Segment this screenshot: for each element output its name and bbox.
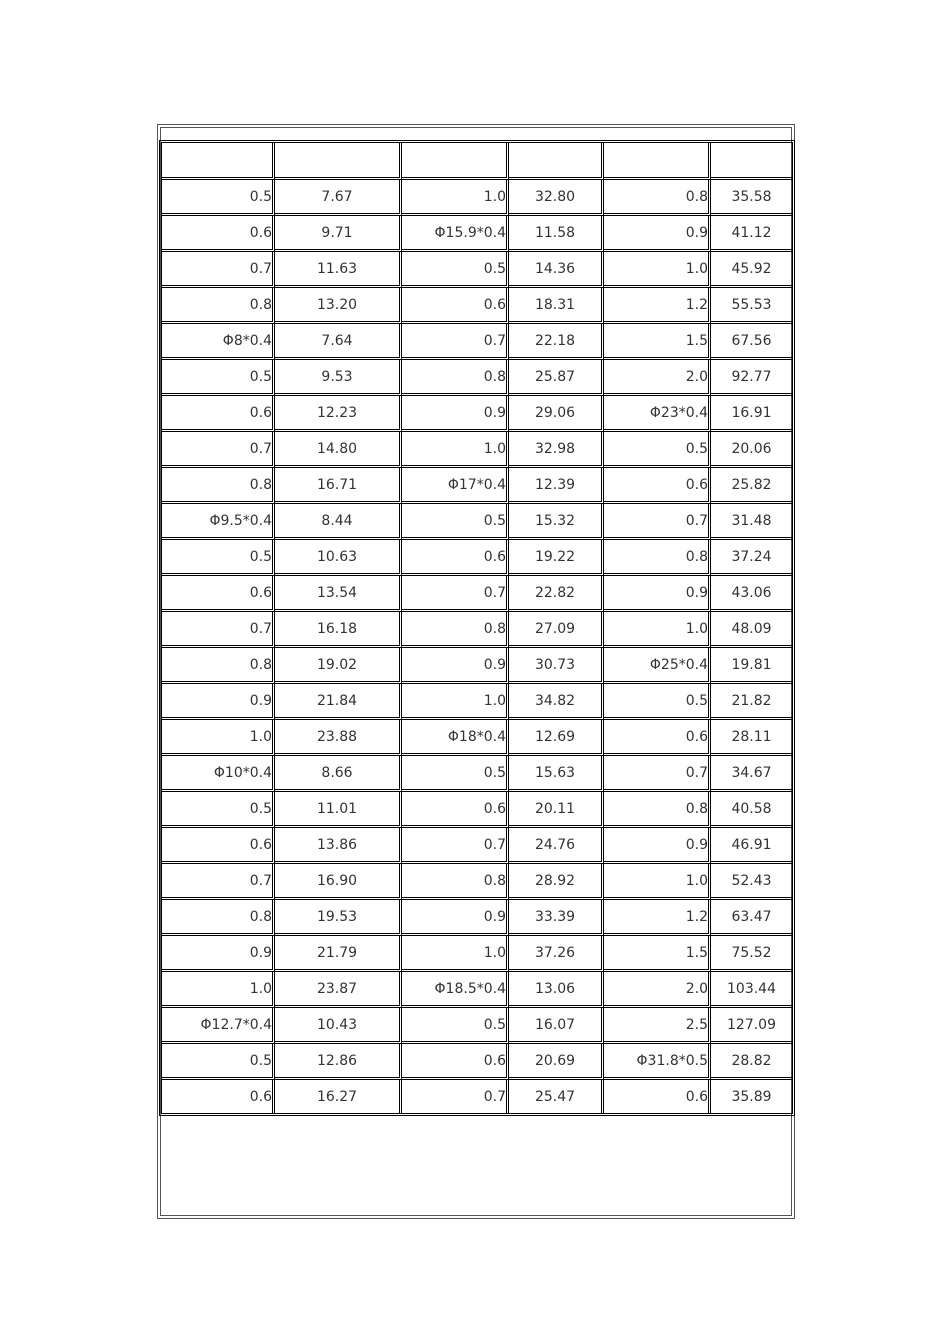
spec-cell: 0.5 bbox=[162, 540, 275, 576]
price-cell: 14.36 bbox=[509, 252, 604, 288]
spec-cell: 0.7 bbox=[402, 1080, 509, 1113]
spec-cell: Φ18.5*0.4 bbox=[402, 972, 509, 1008]
price-cell: 43.06 bbox=[711, 576, 792, 612]
spec-cell: 0.6 bbox=[402, 540, 509, 576]
table-row bbox=[162, 936, 792, 972]
spec-cell: 0.9 bbox=[402, 900, 509, 936]
spec-cell: 0.8 bbox=[162, 288, 275, 324]
price-cell: 22.18 bbox=[509, 324, 604, 360]
price-cell: 34.82 bbox=[509, 684, 604, 720]
spec-cell: 2.0 bbox=[604, 972, 711, 1008]
table-row bbox=[162, 540, 792, 576]
spec-cell: 0.6 bbox=[604, 468, 711, 504]
price-cell: 16.71 bbox=[275, 468, 402, 504]
table-row bbox=[162, 468, 792, 504]
price-cell: 28.82 bbox=[711, 1044, 792, 1080]
spec-cell: 0.5 bbox=[402, 1008, 509, 1044]
table-row bbox=[162, 684, 792, 720]
price-cell: 13.86 bbox=[275, 828, 402, 864]
spec-cell: 0.5 bbox=[402, 252, 509, 288]
header-cell bbox=[402, 143, 509, 180]
price-cell: 21.84 bbox=[275, 684, 402, 720]
price-cell: 25.87 bbox=[509, 360, 604, 396]
table-row bbox=[162, 828, 792, 864]
price-cell: 63.47 bbox=[711, 900, 792, 936]
price-cell: 92.77 bbox=[711, 360, 792, 396]
price-cell: 25.47 bbox=[509, 1080, 604, 1113]
price-cell: 20.69 bbox=[509, 1044, 604, 1080]
price-cell: 20.11 bbox=[509, 792, 604, 828]
price-cell: 18.31 bbox=[509, 288, 604, 324]
header-cell bbox=[604, 143, 711, 180]
price-cell: 20.06 bbox=[711, 432, 792, 468]
table-row bbox=[162, 792, 792, 828]
header-cell bbox=[162, 143, 275, 180]
table-row bbox=[162, 612, 792, 648]
spec-cell: 0.8 bbox=[402, 360, 509, 396]
spec-cell: 1.0 bbox=[402, 432, 509, 468]
table-row bbox=[162, 1008, 792, 1044]
price-cell: 45.92 bbox=[711, 252, 792, 288]
price-cell: 12.86 bbox=[275, 1044, 402, 1080]
spec-cell: 0.9 bbox=[162, 936, 275, 972]
spec-cell: 0.5 bbox=[162, 360, 275, 396]
price-cell: 12.23 bbox=[275, 396, 402, 432]
spec-cell: 1.0 bbox=[604, 612, 711, 648]
price-cell: 30.73 bbox=[509, 648, 604, 684]
table-row bbox=[162, 756, 792, 792]
price-cell: 37.26 bbox=[509, 936, 604, 972]
spec-cell: 0.5 bbox=[162, 792, 275, 828]
spec-cell: 1.5 bbox=[604, 324, 711, 360]
spec-cell: 0.8 bbox=[604, 792, 711, 828]
spec-cell: 0.7 bbox=[402, 828, 509, 864]
table-row bbox=[162, 216, 792, 252]
price-cell: 22.82 bbox=[509, 576, 604, 612]
price-cell: 12.39 bbox=[509, 468, 604, 504]
price-cell: 37.24 bbox=[711, 540, 792, 576]
price-cell: 32.98 bbox=[509, 432, 604, 468]
price-cell: 11.63 bbox=[275, 252, 402, 288]
spec-cell: 0.7 bbox=[162, 612, 275, 648]
price-cell: 28.11 bbox=[711, 720, 792, 756]
price-cell: 31.48 bbox=[711, 504, 792, 540]
spec-cell: Φ15.9*0.4 bbox=[402, 216, 509, 252]
spec-cell: 0.7 bbox=[162, 864, 275, 900]
spec-cell: 0.9 bbox=[402, 396, 509, 432]
price-cell: 29.06 bbox=[509, 396, 604, 432]
table-row bbox=[162, 864, 792, 900]
price-cell: 13.20 bbox=[275, 288, 402, 324]
price-cell: 34.67 bbox=[711, 756, 792, 792]
spec-cell: 0.7 bbox=[162, 432, 275, 468]
spec-cell: 0.7 bbox=[402, 324, 509, 360]
table-row bbox=[162, 720, 792, 756]
spec-cell: 0.9 bbox=[162, 684, 275, 720]
spec-cell: Φ8*0.4 bbox=[162, 324, 275, 360]
table-row bbox=[162, 396, 792, 432]
price-cell: 40.58 bbox=[711, 792, 792, 828]
spec-cell: 1.0 bbox=[402, 180, 509, 216]
spec-cell: Φ25*0.4 bbox=[604, 648, 711, 684]
table-row bbox=[162, 900, 792, 936]
price-cell: 67.56 bbox=[711, 324, 792, 360]
header-cell bbox=[509, 143, 604, 180]
spec-cell: 0.6 bbox=[162, 828, 275, 864]
price-cell: 15.63 bbox=[509, 756, 604, 792]
price-cell: 14.80 bbox=[275, 432, 402, 468]
price-cell: 7.67 bbox=[275, 180, 402, 216]
price-cell: 11.58 bbox=[509, 216, 604, 252]
price-cell: 10.63 bbox=[275, 540, 402, 576]
price-cell: 9.53 bbox=[275, 360, 402, 396]
price-cell: 35.89 bbox=[731, 1088, 772, 1105]
spec-cell: 0.7 bbox=[162, 252, 275, 288]
spec-cell: 0.6 bbox=[162, 576, 275, 612]
spec-cell: 0.6 bbox=[604, 720, 711, 756]
spec-cell: Φ12.7*0.4 bbox=[162, 1008, 275, 1044]
price-cell: 19.53 bbox=[275, 900, 402, 936]
price-cell: 41.12 bbox=[711, 216, 792, 252]
price-cell: 7.64 bbox=[275, 324, 402, 360]
table-row bbox=[162, 432, 792, 468]
price-cell: 12.69 bbox=[509, 720, 604, 756]
spec-cell: 1.0 bbox=[604, 864, 711, 900]
spec-cell: 0.6 bbox=[162, 216, 275, 252]
price-cell: 32.80 bbox=[509, 180, 604, 216]
spec-cell: 0.9 bbox=[604, 576, 711, 612]
price-cell: 16.18 bbox=[275, 612, 402, 648]
spec-cell: Φ23*0.4 bbox=[604, 396, 711, 432]
spec-cell: 0.8 bbox=[162, 468, 275, 504]
spec-cell: 0.8 bbox=[162, 900, 275, 936]
table-row bbox=[162, 972, 792, 1008]
price-cell: 13.06 bbox=[509, 972, 604, 1008]
header-cell bbox=[711, 143, 792, 180]
table-row bbox=[162, 576, 792, 612]
price-cell: 19.22 bbox=[509, 540, 604, 576]
table-row bbox=[162, 252, 792, 288]
price-cell: 15.32 bbox=[509, 504, 604, 540]
table-row bbox=[162, 360, 792, 396]
price-cell: 16.07 bbox=[509, 1008, 604, 1044]
price-cell: 24.76 bbox=[509, 828, 604, 864]
spec-cell: 0.6 bbox=[604, 1080, 711, 1113]
spec-cell: Φ17*0.4 bbox=[402, 468, 509, 504]
spec-cell: 0.6 bbox=[402, 288, 509, 324]
price-cell: 75.52 bbox=[711, 936, 792, 972]
price-cell: 48.09 bbox=[711, 612, 792, 648]
price-cell: 19.02 bbox=[275, 648, 402, 684]
price-cell: 19.81 bbox=[711, 648, 792, 684]
price-cell: 11.01 bbox=[275, 792, 402, 828]
spec-cell: 0.8 bbox=[402, 612, 509, 648]
spec-cell: 0.6 bbox=[162, 396, 275, 432]
spec-cell: 1.0 bbox=[162, 720, 275, 756]
price-cell: 13.54 bbox=[275, 576, 402, 612]
price-cell: 21.82 bbox=[711, 684, 792, 720]
table-row bbox=[162, 288, 792, 324]
spec-cell: 0.6 bbox=[402, 792, 509, 828]
price-cell: 52.43 bbox=[711, 864, 792, 900]
spec-cell: 0.7 bbox=[604, 756, 711, 792]
spec-cell: Φ18*0.4 bbox=[402, 720, 509, 756]
price-cell: 23.87 bbox=[275, 972, 402, 1008]
price-cell: 27.09 bbox=[509, 612, 604, 648]
price-cell: 10.43 bbox=[275, 1008, 402, 1044]
spec-cell: 0.8 bbox=[604, 540, 711, 576]
price-cell: 21.79 bbox=[275, 936, 402, 972]
spec-cell: 0.8 bbox=[604, 180, 711, 216]
spec-cell: 1.2 bbox=[604, 288, 711, 324]
table-row bbox=[162, 504, 792, 540]
spec-cell: 0.6 bbox=[162, 1080, 275, 1113]
spec-cell: 0.6 bbox=[402, 1044, 509, 1080]
spec-cell: 0.8 bbox=[162, 648, 275, 684]
spec-cell: 0.7 bbox=[604, 504, 711, 540]
spec-cell: 1.2 bbox=[604, 900, 711, 936]
spec-cell: 2.5 bbox=[604, 1008, 711, 1044]
price-cell: 103.44 bbox=[711, 972, 792, 1008]
price-cell: 46.91 bbox=[711, 828, 792, 864]
price-cell: 33.39 bbox=[509, 900, 604, 936]
spec-cell: 1.0 bbox=[402, 684, 509, 720]
price-cell: 28.92 bbox=[509, 864, 604, 900]
price-cell: 35.58 bbox=[711, 180, 792, 216]
spec-cell: 0.5 bbox=[604, 684, 711, 720]
spec-cell: 1.0 bbox=[162, 972, 275, 1008]
spec-cell: 0.9 bbox=[604, 216, 711, 252]
spec-cell: Φ10*0.4 bbox=[162, 756, 275, 792]
price-cell: 127.09 bbox=[711, 1008, 792, 1044]
spec-cell: 0.8 bbox=[402, 864, 509, 900]
spec-cell: 0.9 bbox=[604, 828, 711, 864]
spec-cell: 2.0 bbox=[604, 360, 711, 396]
spec-cell: Φ9.5*0.4 bbox=[162, 504, 275, 540]
table-row bbox=[162, 324, 792, 360]
spec-cell: 0.5 bbox=[162, 180, 275, 216]
spec-cell: 0.5 bbox=[402, 756, 509, 792]
price-cell: 9.71 bbox=[275, 216, 402, 252]
price-cell: 23.88 bbox=[275, 720, 402, 756]
table-header-row bbox=[162, 143, 792, 180]
spec-cell: 0.5 bbox=[604, 432, 711, 468]
price-table-container bbox=[159, 140, 795, 1116]
table-row bbox=[162, 1080, 792, 1113]
spec-cell: 0.9 bbox=[402, 648, 509, 684]
price-cell: 16.91 bbox=[711, 396, 792, 432]
table-body bbox=[162, 143, 792, 1113]
spec-cell: 0.7 bbox=[402, 576, 509, 612]
price-cell: 55.53 bbox=[711, 288, 792, 324]
table-row bbox=[162, 1044, 792, 1080]
table-row bbox=[162, 648, 792, 684]
price-cell: 25.82 bbox=[711, 468, 792, 504]
spec-cell: 0.5 bbox=[162, 1044, 275, 1080]
spec-cell: 1.0 bbox=[604, 252, 711, 288]
spec-cell: Φ31.8*0.5 bbox=[604, 1044, 711, 1080]
spec-cell: 0.5 bbox=[402, 504, 509, 540]
table-row bbox=[162, 180, 792, 216]
spec-cell: 1.5 bbox=[604, 936, 711, 972]
price-cell: 16.90 bbox=[275, 864, 402, 900]
price-cell: 8.66 bbox=[275, 756, 402, 792]
header-cell bbox=[275, 143, 402, 180]
price-cell: 16.27 bbox=[275, 1080, 402, 1113]
price-table bbox=[159, 140, 795, 1116]
spec-cell: 1.0 bbox=[402, 936, 509, 972]
price-cell: 8.44 bbox=[275, 504, 402, 540]
